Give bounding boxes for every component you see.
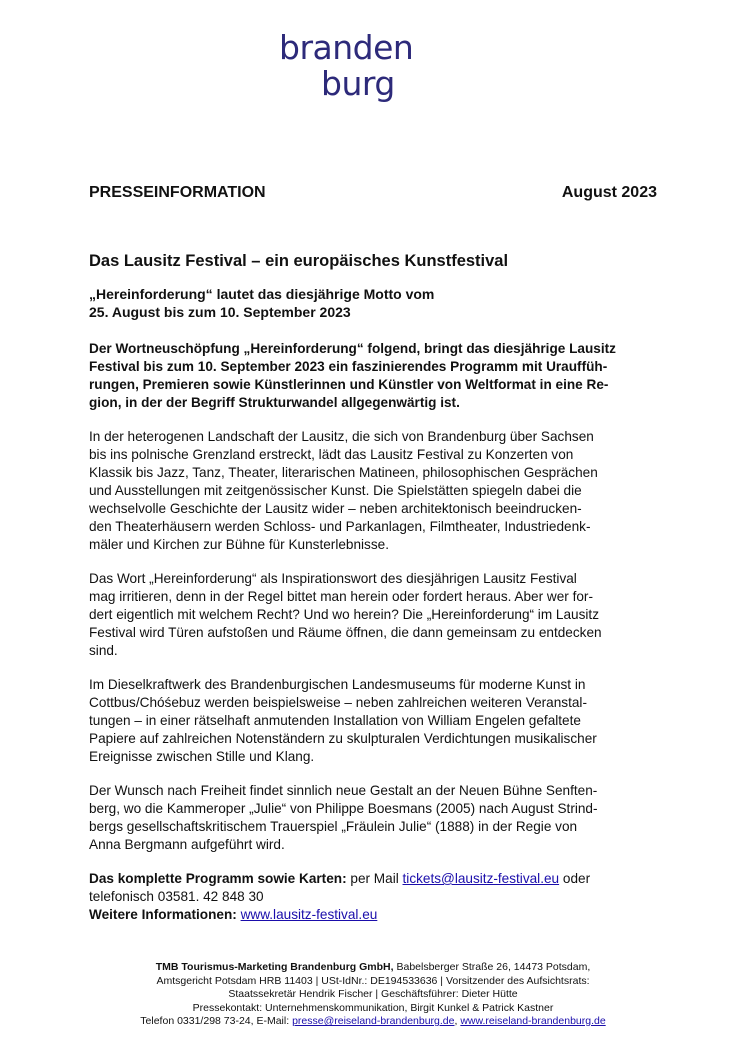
paragraph-dieselkraftwerk: Im Dieselkraftwerk des Brandenburgischen Landesmuseums für moderne Kunst in Cottbus/Chóśebuz werden beispielsweise – neben zahlreichen weiteren Veranstal- tungen – in einer rätselhaft anmutenden Installation von William Engelen gefaltete Papiere auf zahlreichen Notenständern zu skulpturalen Verdichtungen musikalischer Ereignisse zwischen Stille und Klang. <box>89 677 597 764</box>
tickets-email-link[interactable]: tickets@lausitz-festival.eu <box>402 871 560 886</box>
reiseland-website-link[interactable]: www.reiseland-brandenburg.de <box>460 1015 606 1027</box>
info-line <box>89 906 657 924</box>
footer-register-line: Amtsgericht Potsdam HRB 11403 | USt-IdNr.: DE194533636 | Vorsitzender des Aufsichtsrats: <box>156 974 590 987</box>
program-label: Das komplette Programm sowie Karten: <box>89 871 347 886</box>
press-header <box>89 184 657 202</box>
subtitle <box>89 285 657 321</box>
paragraph-hereinforderung: Das Wort „Hereinforderung“ als Inspirationswort des diesjährigen Lausitz Festival mag irritieren, denn in der Regel bittet man herein oder fordert heraus. Aber wer for- dert eigentlich mit welchem Recht? Und wo herein? Die „Hereinforderung“ im Lausitz Festival wird Türen aufstoßen und Räume öffnen, die dann gemeinsam zu entdecken sind. <box>89 571 602 658</box>
page-title: Das Lausitz Festival – ein europäisches Kunstfestival <box>89 252 509 270</box>
brandenburg-logo <box>279 30 469 102</box>
paragraph-julie: Der Wunsch nach Freiheit findet sinnlich neue Gestalt an der Neuen Bühne Senften- berg, wo die Kammeroper „Julie“ von Philippe Boesmans (2005) nach August Strind- bergs gesellschaftskritischem Trauerspiel „Fräulein Julie“ (1888) in der Regie von Anna Bergmann aufgeführt wird. <box>89 783 598 852</box>
footer-address: Babelsberger Straße 26, 14473 Potsdam, <box>393 961 591 973</box>
phone-line: telefonisch 03581. 42 848 30 <box>89 889 264 904</box>
footer-phone: Telefon 0331/298 73-24, E-Mail: <box>140 1015 293 1027</box>
subtitle-line: „Hereinforderung“ lautet das diesjährige Motto vom <box>89 286 435 302</box>
footer-company-line <box>60 961 686 975</box>
press-email-link[interactable]: presse@reiseland-brandenburg.de <box>292 1015 455 1027</box>
info-label: Weitere Informationen: <box>89 907 237 922</box>
subtitle-line: 25. August bis zum 10. September 2023 <box>89 304 351 320</box>
footer-management-line: Staatssekretär Hendrik Fischer | Geschäftsführer: Dieter Hütte <box>228 988 518 1000</box>
lead-paragraph: Der Wortneuschöpfung „Hereinforderung“ folgend, bringt das diesjährige Lausitz Festival bis zum 10. September 2023 ein faszinierendes Programm mit Urauffüh- rungen, Premieren sowie Künstlerinnen und Künstler von Weltformat in eine Re- gion, in der der Begriff Strukturwandel allgegenwärtig ist. <box>89 341 616 410</box>
article-body <box>89 340 657 924</box>
festival-website-link[interactable]: www.lausitz-festival.eu <box>240 907 378 922</box>
program-text: per Mail <box>346 871 403 886</box>
press-label: PRESSEINFORMATION <box>89 184 266 201</box>
footer-phone-line <box>60 1015 686 1029</box>
paragraph-landscape: In der heterogenen Landschaft der Lausitz, die sich von Brandenburg über Sachsen bis ins polnische Grenzland erstreckt, lädt das Lausitz Festival zu Konzerten von Klassik bis Jazz, Tanz, Theater, literarischen Matineen, philosophischen Gesprächen und Ausstellungen mit zeitgenössischer Kunst. Die Spielstätten spiegeln dabei die wechselvolle Geschichte der Lausitz wider – neben architektonisch beeindrucken- den Theaterhäusern werden Schloss- und Parkanlagen, Filmtheater, Industriedenk- mäler und Kirchen zur Bühne für Kunsterlebnisse. <box>89 429 598 552</box>
footer <box>60 961 686 1029</box>
logo-line-2: burg <box>321 64 395 103</box>
after-email-text: oder <box>559 871 591 886</box>
footer-press-contact-line: Pressekontakt: Unternehmenskommunikation, Birgit Kunkel & Patrick Kastner <box>192 1001 554 1014</box>
footer-separator: , <box>454 1015 461 1027</box>
logo-line-1: branden <box>279 28 414 67</box>
press-date: August 2023 <box>561 184 657 201</box>
footer-company: TMB Tourismus-Marketing Brandenburg GmbH, <box>155 961 394 973</box>
contact-info <box>89 870 657 924</box>
program-line <box>89 870 657 888</box>
